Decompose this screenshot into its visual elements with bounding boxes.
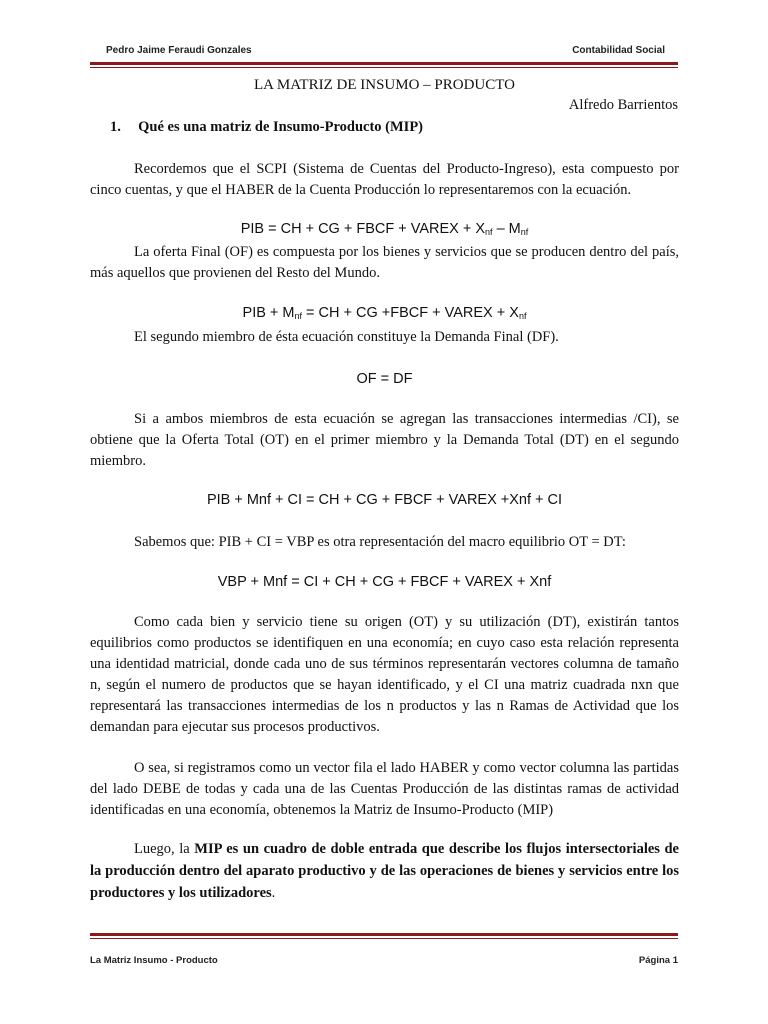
paragraph-1 (90, 159, 679, 201)
footer-title: La Matriz Insumo - Producto (90, 955, 218, 966)
paragraph-3-text: El segundo miembro de ésta ecuación constituye la Demanda Final (DF). (134, 329, 559, 345)
equation-2-main: = CH + CG +FBCF + VAREX + X (302, 305, 519, 321)
equation-1-main: PIB = CH + CG + FBCF + VAREX + X (240, 221, 486, 237)
paragraph-1-text: Recordemos que el SCPI (Sistema de Cuentas del Producto-Ingreso), esta compuesto por cinco cuentas, y que el HABER de la Cuenta Producción lo representaremos con la ecuación. (90, 161, 679, 198)
paragraph-6-text: Como cada bien y servicio tiene su origen (OT) y su utilización (DT), existirán tantos equilibrios como productos se identifiquen en una economía; en cuyo caso esta relación representa una identidad matricial, donde cada uno de sus términos representarán vectores columna de tamaño n, según el numero de productos que se hayan identificado, y el CI una matriz cuadrada nxn que representará las transacciones intermedias de los n productos y las n Ramas de Actividad que los demandan para ejecutar sus procesos productivos. (90, 614, 679, 735)
equation-2-sub2: nf (518, 311, 527, 321)
paragraph-6 (90, 612, 679, 738)
paragraph-8-end: . (271, 885, 276, 901)
page-title: LA MATRIZ DE INSUMO – PRODUCTO (254, 77, 515, 93)
section-number: 1. (110, 119, 121, 135)
section-heading (110, 119, 423, 136)
paragraph-4 (90, 409, 679, 472)
paragraph-5-text: Sabemos que: PIB + CI = VBP es otra representación del macro equilibrio OT = DT: (134, 534, 626, 550)
paragraph-8-lead: Luego, la (134, 841, 195, 857)
equation-2 (90, 305, 679, 321)
paragraph-4-text: Si a ambos miembros de esta ecuación se agregan las transacciones intermedias /CI), se obtiene que la Oferta Total (OT) en el primer miembro y la Demanda Total (DT) en el segundo miembro. (90, 411, 679, 469)
footer-rule (90, 933, 678, 939)
equation-1-mid: – M (492, 221, 521, 237)
equation-1-sub2: nf (520, 227, 529, 237)
header-subject: Contabilidad Social (572, 45, 665, 56)
byline: Alfredo Barrientos (568, 97, 678, 113)
page-number: Página 1 (638, 955, 678, 966)
paragraph-2-text: La oferta Final (OF) es compuesta por los bienes y servicios que se producen dentro del país, más aquellos que provienen del Resto del Mundo. (90, 244, 679, 281)
paragraph-2 (90, 242, 679, 284)
equation-5: VBP + Mnf = CI + CH + CG + FBCF + VAREX + Xnf (217, 574, 552, 590)
equation-1 (90, 221, 679, 237)
equation-2-pre: PIB + M (242, 305, 295, 321)
equation-1-sub1: nf (485, 227, 493, 237)
mip-definition: MIP es un cuadro de doble entrada que describe los flujos intersectoriales de la producción dentro del aparato productivo y de las operaciones de bienes y servicios entre los productores y los utilizadores (90, 841, 679, 901)
paragraph-8 (90, 838, 679, 904)
paragraph-5 (90, 532, 679, 553)
paragraph-7 (90, 758, 679, 821)
paragraph-3 (90, 327, 679, 348)
paragraph-7-text: O sea, si registramos como un vector fila el lado HABER y como vector columna las partidas del lado DEBE de todas y cada una de las Cuentas Producción de las distintas ramas de actividad identificadas en una economía, obtenemos la Matriz de Insumo-Producto (MIP) (90, 760, 679, 818)
equation-4: PIB + Mnf + CI = CH + CG + FBCF + VAREX +Xnf + CI (206, 492, 563, 508)
section-title: Qué es una matriz de Insumo-Producto (MIP) (138, 119, 424, 135)
equation-2-sub1: nf (294, 311, 303, 321)
header-rule (90, 62, 678, 68)
equation-3: OF = DF (356, 371, 413, 387)
header-author: Pedro Jaime Feraudi Gonzales (106, 45, 252, 56)
